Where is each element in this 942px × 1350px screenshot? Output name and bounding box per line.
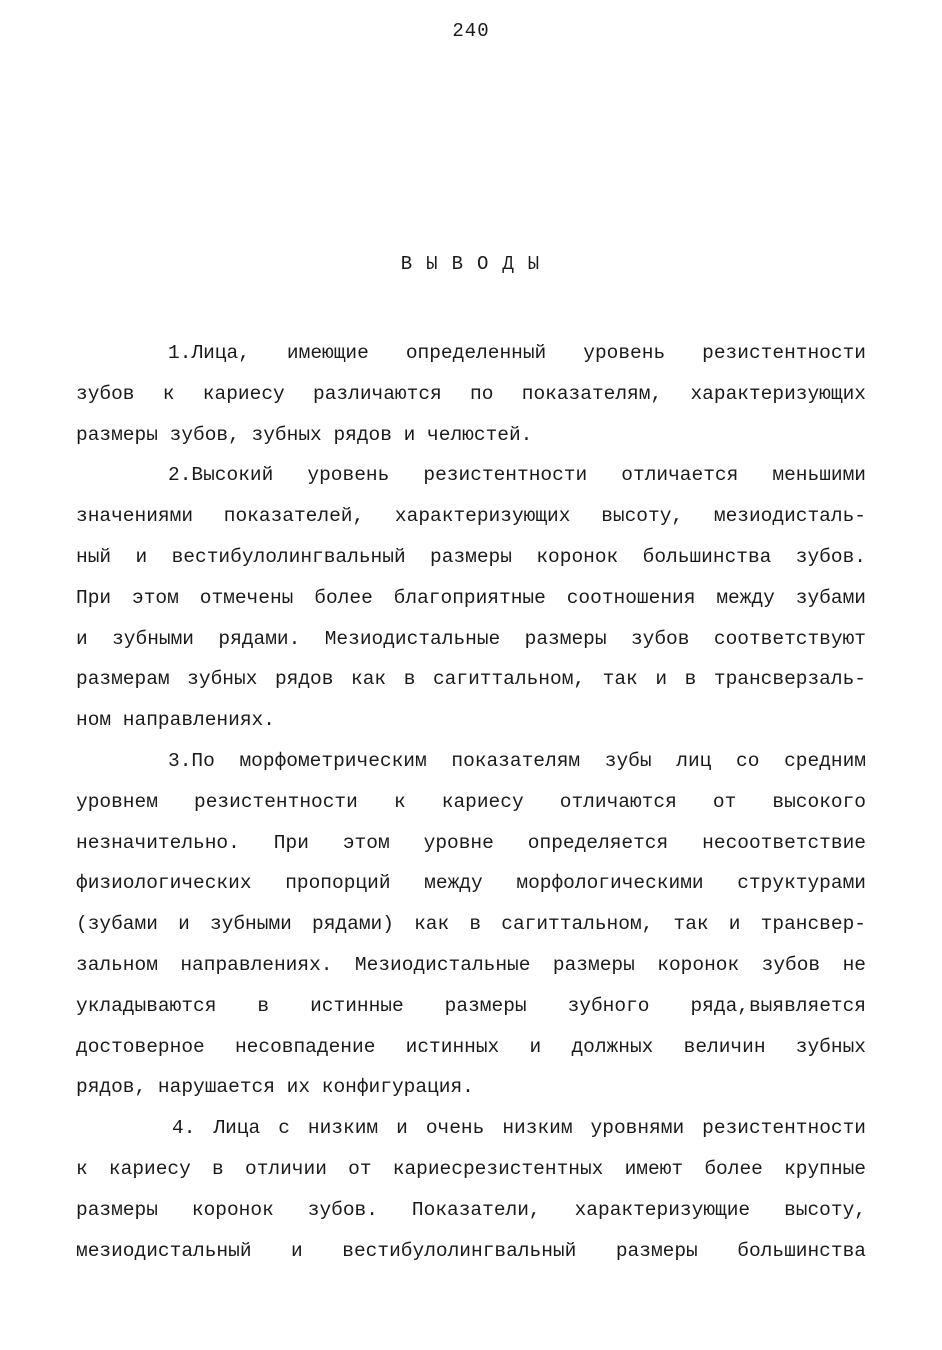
page-number: 240 [452, 20, 490, 42]
conclusions-text [76, 333, 866, 1271]
text-line: 4. Лица с низким и очень низким уровнями резистентности [172, 1117, 866, 1140]
text-line: физиологических пропорций между морфологическими структурами [76, 872, 866, 895]
text-line: При этом отмечены более благоприятные соотношения между зубами [76, 586, 866, 609]
text-line: зальном направлениях. Мезиодистальные размеры коронок зубов не [76, 953, 866, 976]
text-line: достоверное несовпадение истинных и должных величин зубных [76, 1035, 866, 1058]
text-line: 2.Высокий уровень резистентности отличается меньшими [168, 464, 866, 487]
text-line: уровнем резистентности к кариесу отличаются от высокого [76, 790, 866, 813]
text-line: значениями показателей, характеризующих высоту, мезиодисталь- [76, 505, 866, 528]
text-line: и зубными рядами. Мезиодистальные размеры зубов соответствуют [76, 627, 866, 650]
text-line: ный и вестибулолингвальный размеры коронок большинства зубов. [76, 545, 866, 568]
text-line: ном направлениях. [76, 709, 275, 732]
text-line: рядов, нарушается их конфигурация. [76, 1076, 474, 1099]
text-line: (зубами и зубными рядами) как в сагиттальном, так и трансвер- [76, 913, 866, 936]
text-line: зубов к кариесу различаются по показателям, характеризующих [76, 382, 866, 405]
text-line: незначительно. При этом уровне определяется несоответствие [76, 831, 866, 854]
text-line: размерам зубных рядов как в сагиттальном, так и в трансверзаль- [76, 668, 866, 691]
text-line: размеры коронок зубов. Показатели, характеризующие высоту, [76, 1198, 866, 1221]
text-line: укладываются в истинные размеры зубного ряда,выявляется [76, 994, 866, 1017]
text-line: мезиодистальный и вестибулолингвальный размеры большинства [76, 1239, 866, 1262]
text-line: 3.По морфометрическим показателям зубы лиц со средним [168, 749, 866, 772]
text-line: размеры зубов, зубных рядов и челюстей. [76, 423, 533, 446]
text-line: 1.Лица, имеющие определенный уровень резистентности [168, 342, 866, 364]
text-line: к кариесу в отличии от кариесрезистентных имеют более крупные [76, 1157, 866, 1180]
section-heading: ВЫВОДЫ [400, 253, 554, 275]
